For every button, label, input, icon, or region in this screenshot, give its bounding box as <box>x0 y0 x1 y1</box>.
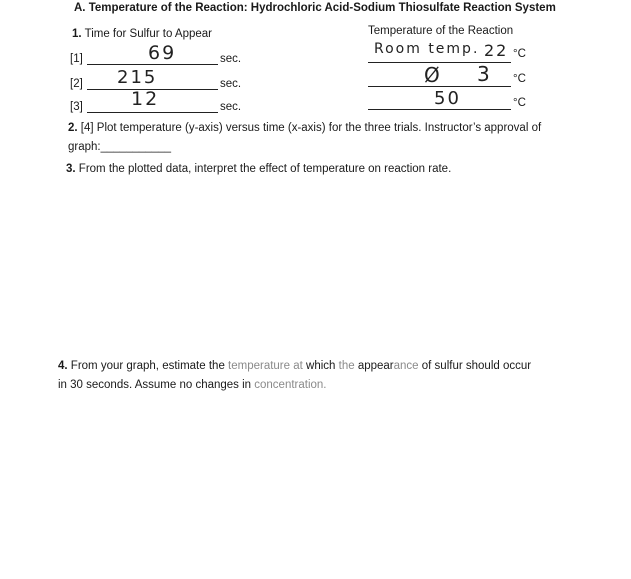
q4-text-faded-2: the <box>338 360 355 372</box>
trial-2-temp-unit: °C <box>513 73 526 85</box>
q3-text: From the plotted data, interpret the effect of temperature on reaction rate. <box>78 163 452 175</box>
trial-3-temp-line <box>368 109 511 110</box>
trial-1-temp-note: Room temp. <box>374 41 480 57</box>
q2-line-1 <box>68 122 541 134</box>
trial-3-time-value: 12 <box>131 88 160 110</box>
trial-2-temp-value: 3 <box>477 62 492 86</box>
q4-text-c: appear <box>354 360 394 372</box>
section-title: A. Temperature of the Reaction: Hydrochloric Acid-Sodium Thiosulfate Reaction System <box>74 2 556 14</box>
q4-line2-faded: concentration. <box>254 379 327 391</box>
trial-3-time-unit: sec. <box>220 101 242 113</box>
q1-number: 1. <box>72 28 82 40</box>
trial-1-temp-unit: °C <box>513 48 526 60</box>
trial-1-time-unit: sec. <box>220 53 242 65</box>
trial-3-temp-unit: °C <box>513 97 526 109</box>
q2-number: 2. <box>68 122 78 134</box>
trial-1-id: [1] <box>70 53 83 65</box>
q4-text-faded-3: ance <box>393 360 419 372</box>
trial-1-time-line <box>87 64 218 65</box>
temperature-header: Temperature of the Reaction <box>368 25 514 37</box>
trial-1-temp-value: 22 <box>484 41 509 60</box>
q1-label: Time for Sulfur to Appear <box>84 28 213 40</box>
q3-line <box>66 163 451 175</box>
trial-1-time-value: 69 <box>148 42 177 64</box>
q3-number: 3. <box>66 163 76 175</box>
trial-2-time-value: 215 <box>117 67 158 88</box>
trial-3-time-line <box>87 112 218 113</box>
q4-line-1 <box>58 360 531 372</box>
q1-header <box>72 28 212 40</box>
q4-text-d: of sulfur should occur <box>418 360 532 372</box>
q4-line2-a: in 30 seconds. Assume no changes in <box>58 379 255 391</box>
q4-text-faded-1: temperature at <box>228 360 303 372</box>
trial-2-time-unit: sec. <box>220 78 242 90</box>
trial-2-id: [2] <box>70 78 83 90</box>
q4-number: 4. <box>58 360 68 372</box>
q4-text-a: From your graph, estimate the <box>70 360 229 372</box>
trial-3-temp-value: 50 <box>434 88 461 109</box>
trial-2-temp-mark: Ø <box>424 63 442 87</box>
q2-line-2: graph:___________ <box>68 141 171 153</box>
trial-3-id: [3] <box>70 101 83 113</box>
q2-text-1: [4] Plot temperature (y-axis) versus time (x-axis) for the three trials. Instructor’s approval of <box>80 122 542 134</box>
q4-line-2 <box>58 379 327 391</box>
q4-text-b: which <box>302 360 339 372</box>
